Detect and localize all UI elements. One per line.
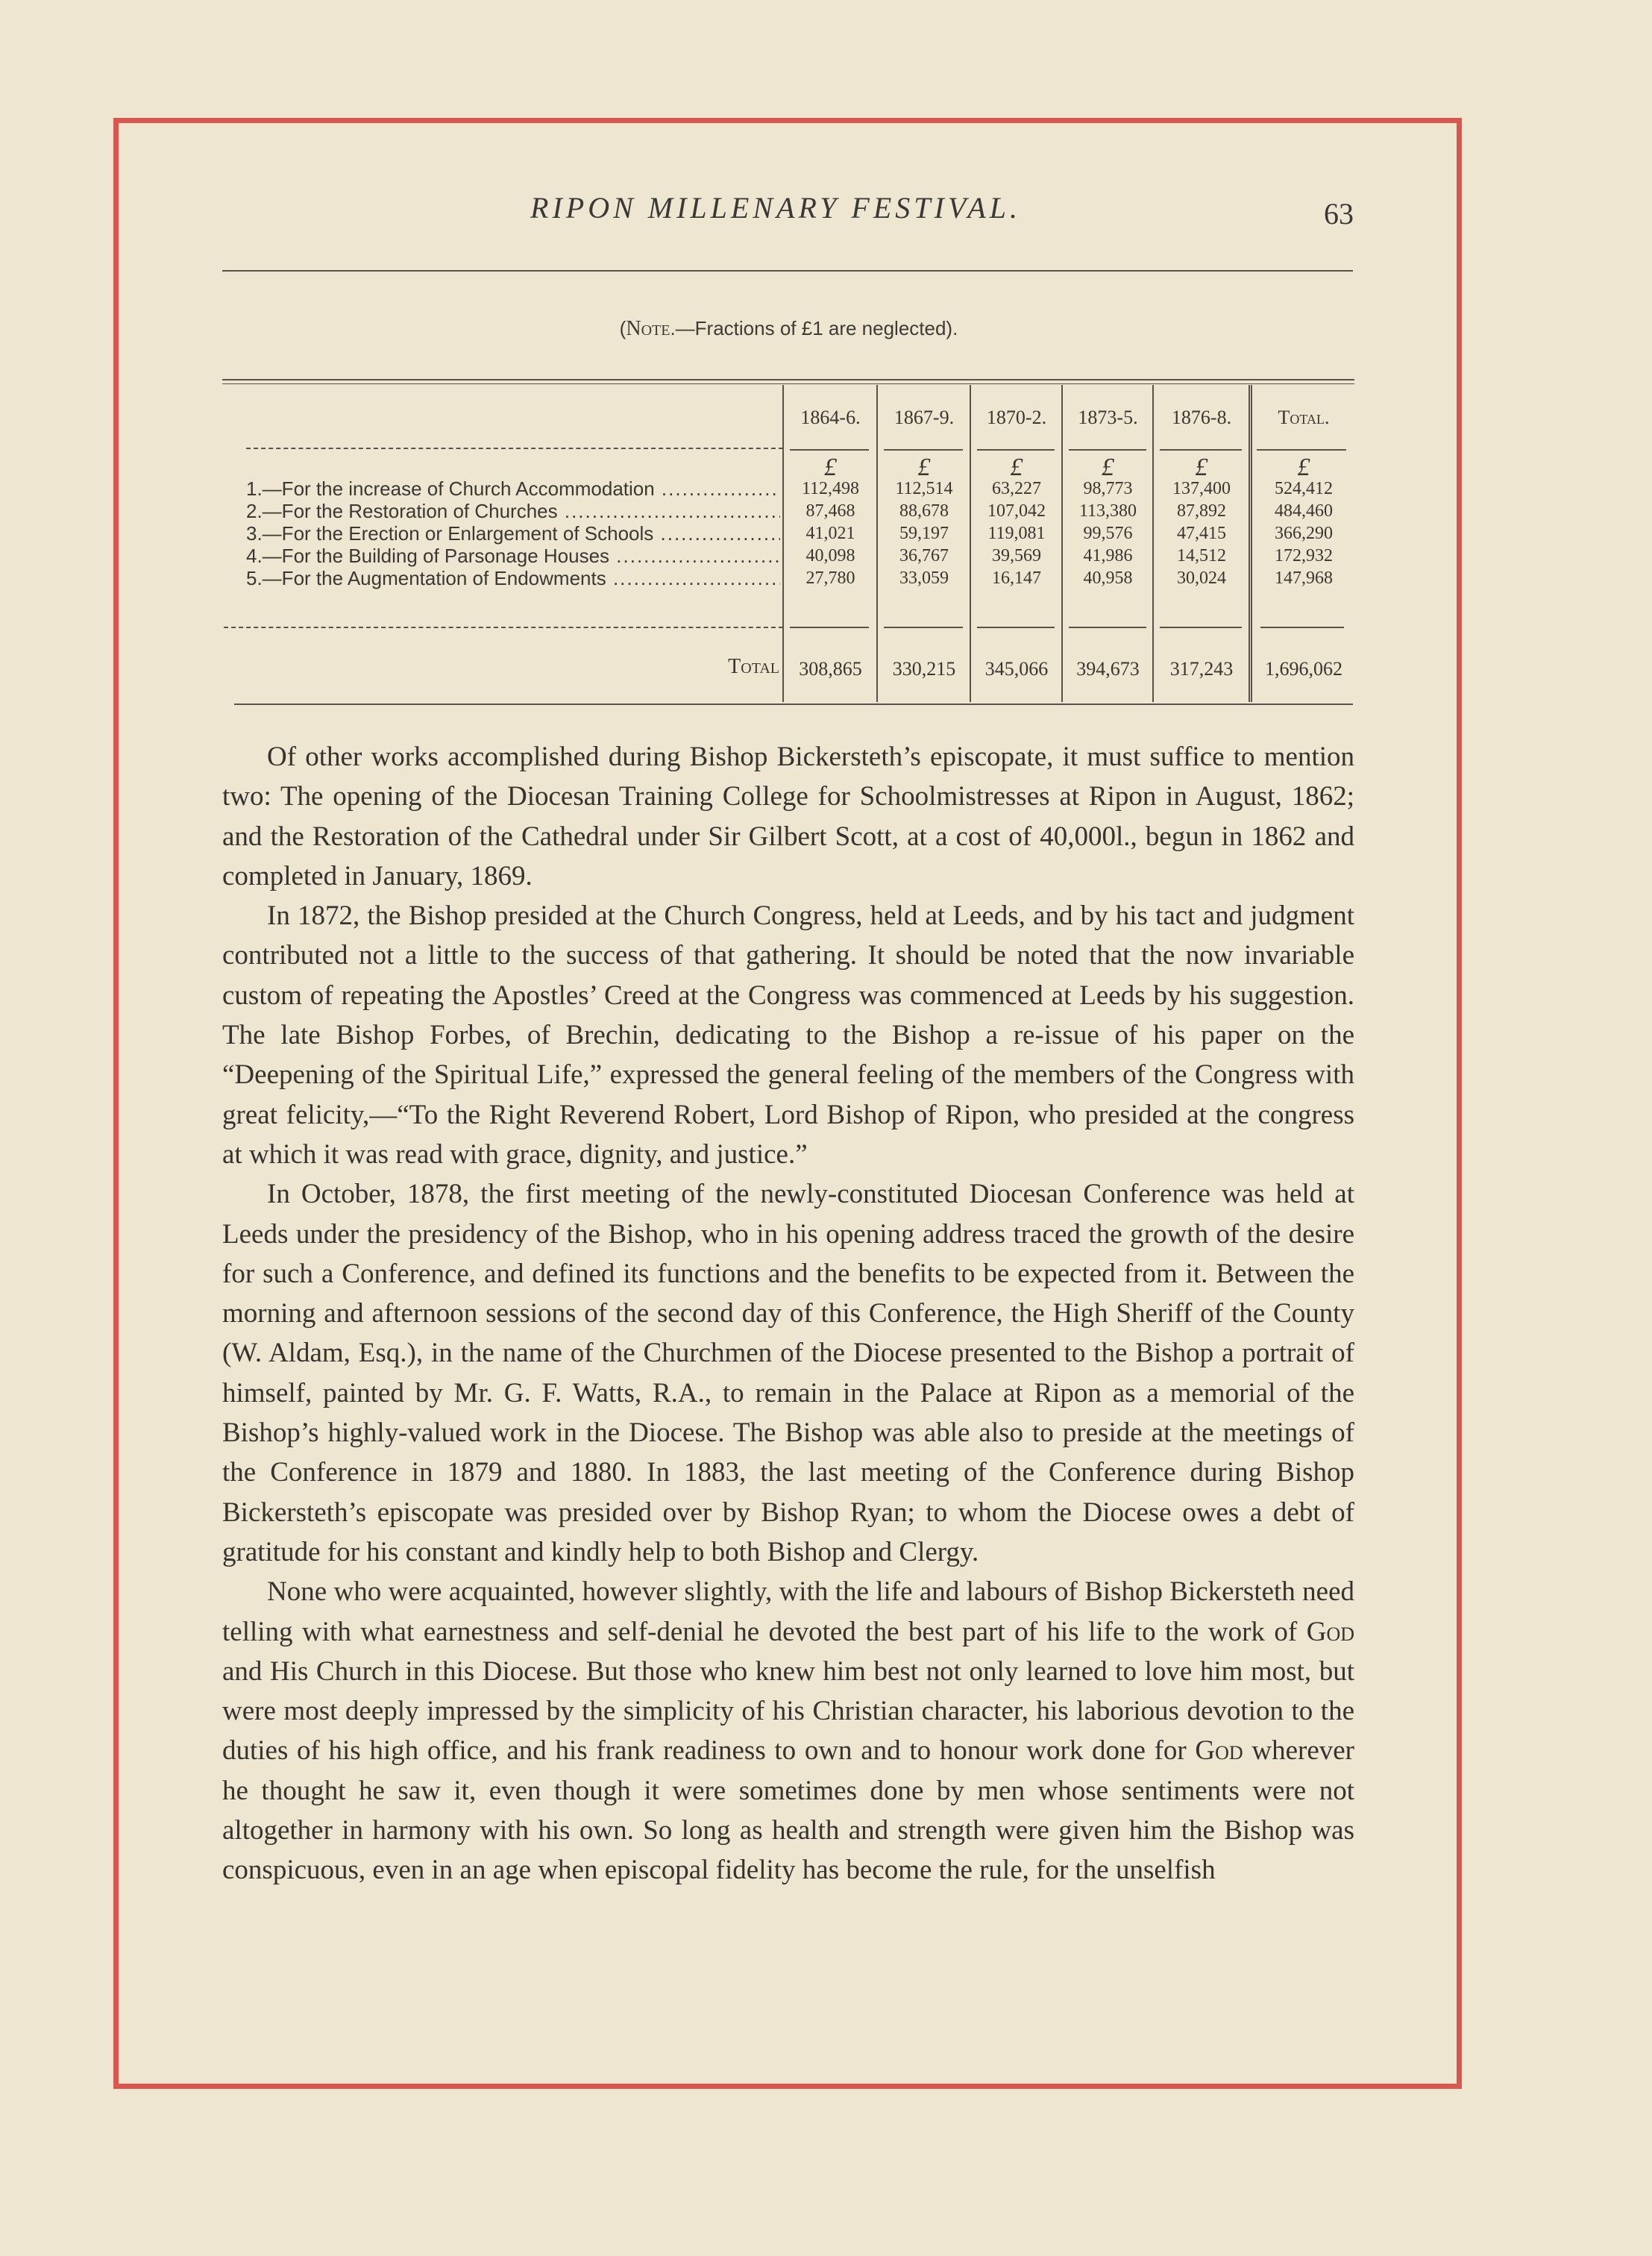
total-value: 317,243 — [1169, 658, 1234, 680]
col-header-1876: 1876-8. — [1171, 407, 1232, 428]
pound-sign: £ — [1102, 454, 1114, 481]
running-title: RIPON MILLENARY FESTIVAL. — [530, 191, 1021, 225]
row-label: 5.—For the Augmentation of Endowments ..... — [246, 567, 780, 590]
total-value: 394,673 — [1076, 658, 1140, 680]
pound-sign: £ — [917, 454, 931, 481]
table-note: (Note.—Fractions of £1 are neglected). — [619, 317, 958, 340]
note-text: .—Fractions of £1 are neglected). — [670, 317, 958, 339]
total-value: 345,066 — [984, 658, 1049, 680]
total-value: 308,865 — [799, 658, 862, 680]
paragraph: In 1872, the Bishop presided at the Church Congress, held at Leeds, and by his tact and judgment contributed not a little to the success of that gathering. It should be noted that the now invariable custom of repeating the Apostles’ Creed at the Congress was commenced at Leeds by his suggestion. The late Bishop Forbes, of Brechin, dedicating to the Bishop a re-issue of his paper on the “Deepening of the Spiritual Life,” expressed the general feeling of the members of the Congress with great felicity,—“To the Right Reverend Robert, Lord Bishop of Ripon, who presided at the congress at which it was read with grace, dignity, and justice.” — [222, 900, 1354, 1170]
paragraph: In October, 1878, the first meeting of the newly-constituted Diocesan Conference was held at Leeds under the presidency of the Bishop, who in his opening address traced the growth of the desire for such a Conference, and defined its functions and the benefits to be expected from it. Between the morning and afternoon sessions of the second day of this Conference, the High Sheriff of the County (W. Aldam, Esq.), in the name of the Churchmen of the Diocese presented to the Bishop a portrait of himself, painted by Mr. G. F. Watts, R.A., to remain in the Palace at Ripon as a memorial of the Bishop’s highly-valued work in the Diocese. The Bishop was able also to preside at the meetings of the Conference in 1879 and 1880. In 1883, the last meeting of the Conference during Bishop Bickersteth’s episcopate was presided over by Bishop Ryan; to whom the Diocese owes a debt of gratitude for his constant and kindly help to both Bishop and Clergy. — [222, 1179, 1354, 1567]
total-value: 1,696,062 — [1265, 658, 1342, 680]
page-header — [224, 190, 1354, 242]
col-header-1867: 1867-9. — [893, 407, 955, 428]
col-header-1870: 1870-2. — [986, 407, 1047, 428]
note-label: Note — [626, 317, 670, 340]
col-header-1873: 1873-5. — [1078, 407, 1138, 428]
row-label: 2.—For the Restoration of Churches ..... — [246, 500, 780, 523]
table-bottom-rule — [234, 704, 1353, 705]
header-rule — [222, 270, 1353, 272]
total-value: 330,215 — [892, 658, 956, 680]
col-header-total: Total. — [1278, 407, 1330, 428]
total-label: Total — [728, 655, 779, 678]
row-label: 1.—For the increase of Church Accommodation ..... — [246, 477, 780, 501]
paragraph: Of other works accomplished during Bishop Bickersteth’s episcopate, it must suffice to mention two: The opening of the Diocesan Training College for Schoolmistresses at Ripon in August, 1862; and the Restoration of the Cathedral under Sir Gilbert Scott, at a cost of 40,000l., begun in 1862 and completed in January, 1869. — [222, 742, 1354, 892]
col-header-1864: 1864-6. — [800, 407, 861, 428]
paragraph: None who were acquainted, however slightly, with the life and labours of Bishop Bickersteth need telling with what earnestness and self-denial he devoted the best part of his life to the work of God and His Church in this Diocese. But those who knew him best not only learned to love him most, but were most deeply impressed by the simplicity of his Christian character, his laborious devotion to the duties of his high office, and his frank readiness to own and to honour work done for God wherever he thought he saw it, even though it were sometimes done by men whose sentiments were not altogether in harmony with his own. So long as health and strength were given him the Bishop was conspicuous, even in an age when episcopal fidelity has become the rule, for the unselfish — [222, 1576, 1354, 1886]
table-top-rule — [222, 379, 1354, 380]
pound-sign: £ — [824, 454, 837, 481]
body-text — [222, 737, 1354, 1890]
row-label: 3.—For the Erection or Enlargement of Schools ..... — [246, 522, 780, 545]
pound-sign: £ — [1195, 454, 1208, 481]
pound-sign: £ — [1010, 454, 1023, 481]
page-number: 63 — [1324, 197, 1354, 231]
row-label: 4.—For the Building of Parsonage Houses ..... — [246, 545, 780, 568]
pound-sign: £ — [1297, 454, 1310, 481]
